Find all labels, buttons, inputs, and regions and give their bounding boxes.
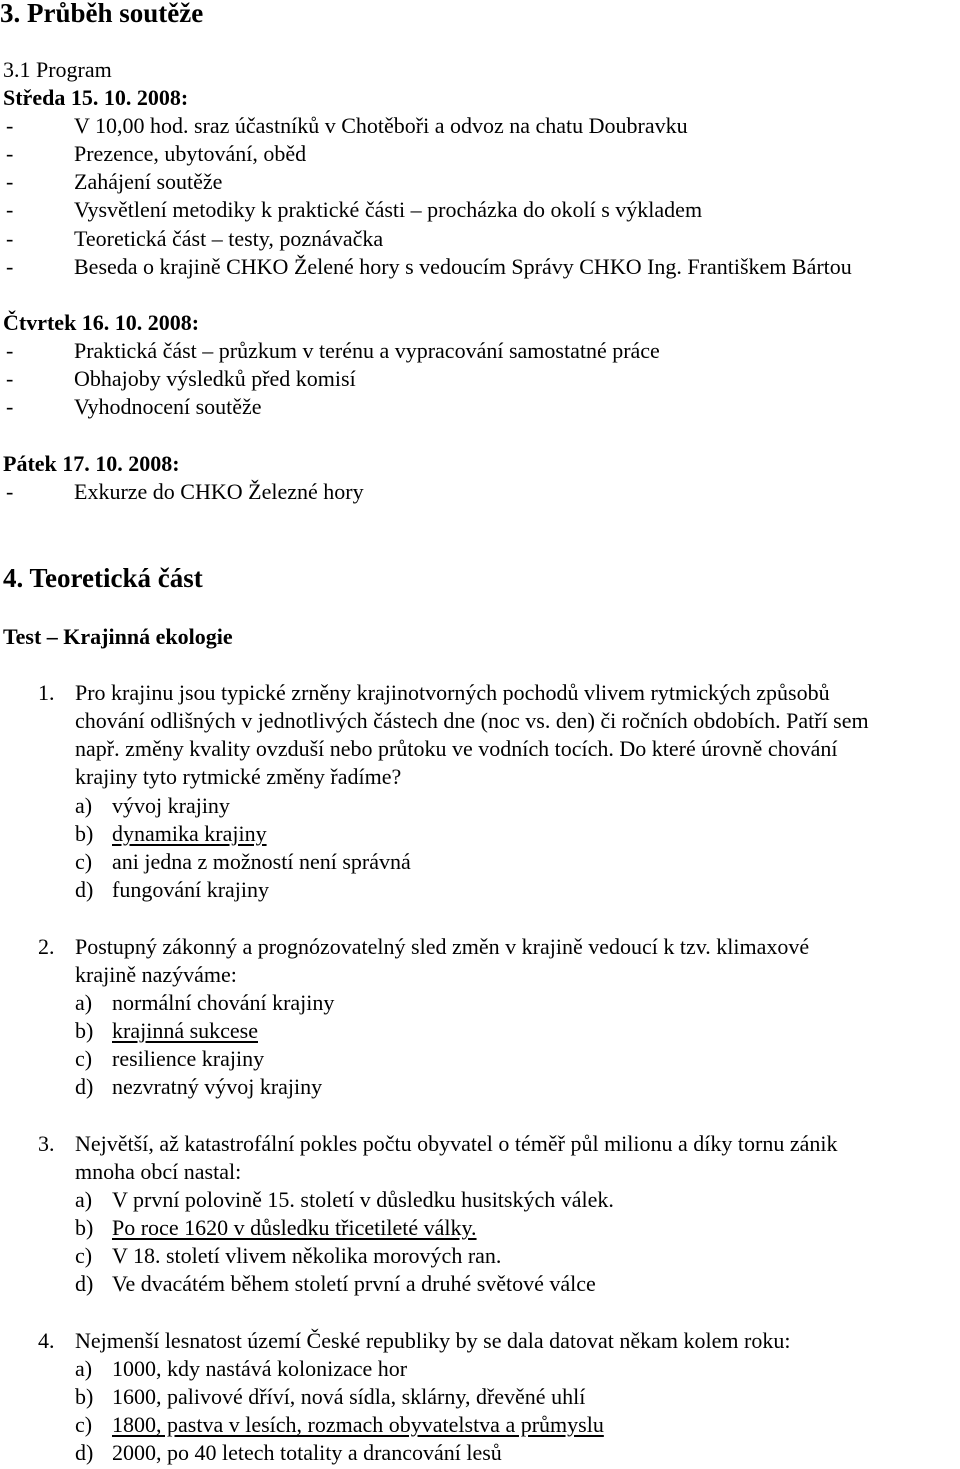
option-letter: d) (75, 1074, 94, 1099)
question-text-line: Pro krajinu jsou typické zrněny krajinotvorných pochodů vlivem rytmických způsobů (75, 680, 830, 705)
answer-option: normální chování krajiny (112, 990, 335, 1015)
question-number: 1. (38, 680, 55, 705)
section-4-title: 4. Teoretická část (3, 563, 203, 593)
section-3-title: 3. Průběh soutěže (0, 0, 204, 28)
test-title: Test – Krajinná ekologie (3, 624, 233, 649)
answer-option: 1000, kdy nastává kolonizace hor (112, 1356, 408, 1381)
list-dash: - (6, 366, 14, 391)
option-letter: a) (75, 793, 93, 818)
answer-option: ani jedna z možností není správná (112, 849, 411, 874)
option-letter: b) (75, 1018, 94, 1043)
option-letter: b) (75, 1384, 94, 1409)
list-dash: - (6, 394, 14, 419)
day-label-thursday: Čtvrtek 16. 10. 2008: (3, 310, 200, 335)
question-text-line: mnoha obcí nastal: (75, 1159, 242, 1184)
question-number: 4. (38, 1328, 55, 1353)
program-item: Beseda o krajině CHKO Želené hory s vedoucím Správy CHKO Ing. Františkem Bártou (74, 254, 852, 279)
program-item: Vysvětlení metodiky k praktické části – procházka do okolí s výkladem (74, 197, 703, 222)
answer-option: 2000, po 40 letech totality a drancování lesů (112, 1440, 502, 1465)
question-number: 3. (38, 1131, 55, 1156)
option-letter: d) (75, 877, 94, 902)
option-letter: d) (75, 1440, 94, 1465)
answer-option: 1600, palivové dříví, nová sídla, sklárny, dřevěné uhlí (112, 1384, 586, 1409)
answer-option: V 18. století vlivem několika morových ran. (112, 1243, 502, 1268)
program-item: Teoretická část – testy, poznávačka (74, 226, 384, 251)
list-dash: - (6, 254, 14, 279)
list-dash: - (6, 338, 14, 363)
program-item: Vyhodnocení soutěže (74, 394, 262, 419)
program-item: Praktická část – průzkum v terénu a vypracování samostatné práce (74, 338, 660, 363)
option-letter: c) (75, 849, 93, 874)
day-label-wednesday: Středa 15. 10. 2008: (3, 85, 189, 110)
answer-option: vývoj krajiny (112, 793, 230, 818)
option-letter: c) (75, 1243, 93, 1268)
question-text-line: např. změny kvality ovzduší nebo průtoku ve vodních tocích. Do které úrovně chování (75, 736, 838, 761)
answer-option-correct: krajinná sukcese (112, 1018, 258, 1043)
answer-option: V první polovině 15. století v důsledku husitských válek. (112, 1187, 614, 1212)
option-letter: a) (75, 1356, 93, 1381)
list-dash: - (6, 226, 14, 251)
program-item: Zahájení soutěže (74, 169, 223, 194)
question-text-line: Postupný zákonný a prognózovatelný sled změn v krajině vedoucí k tzv. klimaxové (75, 934, 810, 959)
answer-option: fungování krajiny (112, 877, 270, 902)
program-heading: 3.1 Program (3, 57, 112, 82)
answer-option-correct: 1800, pastva v lesích, rozmach obyvatelstva a průmyslu (112, 1412, 604, 1437)
answer-option: resilience krajiny (112, 1046, 265, 1071)
list-dash: - (6, 197, 14, 222)
question-text-line: krajině nazýváme: (75, 962, 237, 987)
program-item: V 10,00 hod. sraz účastníků v Chotěboři a odvoz na chatu Doubravku (74, 113, 688, 138)
list-dash: - (6, 113, 14, 138)
list-dash: - (6, 141, 14, 166)
option-letter: a) (75, 990, 93, 1015)
option-letter: a) (75, 1187, 93, 1212)
question-text-line: Nejmenší lesnatost území České republiky by se dala datovat někam kolem roku: (75, 1328, 791, 1353)
list-dash: - (6, 479, 14, 504)
program-item: Prezence, ubytování, oběd (74, 141, 307, 166)
answer-option-correct: dynamika krajiny (112, 821, 267, 846)
day-label-friday: Pátek 17. 10. 2008: (3, 451, 180, 476)
answer-option-correct: Po roce 1620 v důsledku třicetileté války. (112, 1215, 477, 1240)
option-letter: c) (75, 1046, 93, 1071)
answer-option: nezvratný vývoj krajiny (112, 1074, 323, 1099)
program-item: Exkurze do CHKO Železné hory (74, 479, 364, 504)
option-letter: d) (75, 1271, 94, 1296)
question-text-line: Největší, až katastrofální pokles počtu obyvatel o téměř půl milionu a díky tornu zánik (75, 1131, 838, 1156)
program-item: Obhajoby výsledků před komisí (74, 366, 356, 391)
option-letter: c) (75, 1412, 93, 1437)
question-text-line: krajiny tyto rytmické změny řadíme? (75, 764, 402, 789)
answer-option: Ve dvacátém během století první a druhé světové válce (112, 1271, 596, 1296)
list-dash: - (6, 169, 14, 194)
question-number: 2. (38, 934, 55, 959)
option-letter: b) (75, 1215, 94, 1240)
question-text-line: chování odlišných v jednotlivých částech dne (noc vs. den) či ročních obdobích. Patří sem (75, 708, 869, 733)
option-letter: b) (75, 821, 94, 846)
